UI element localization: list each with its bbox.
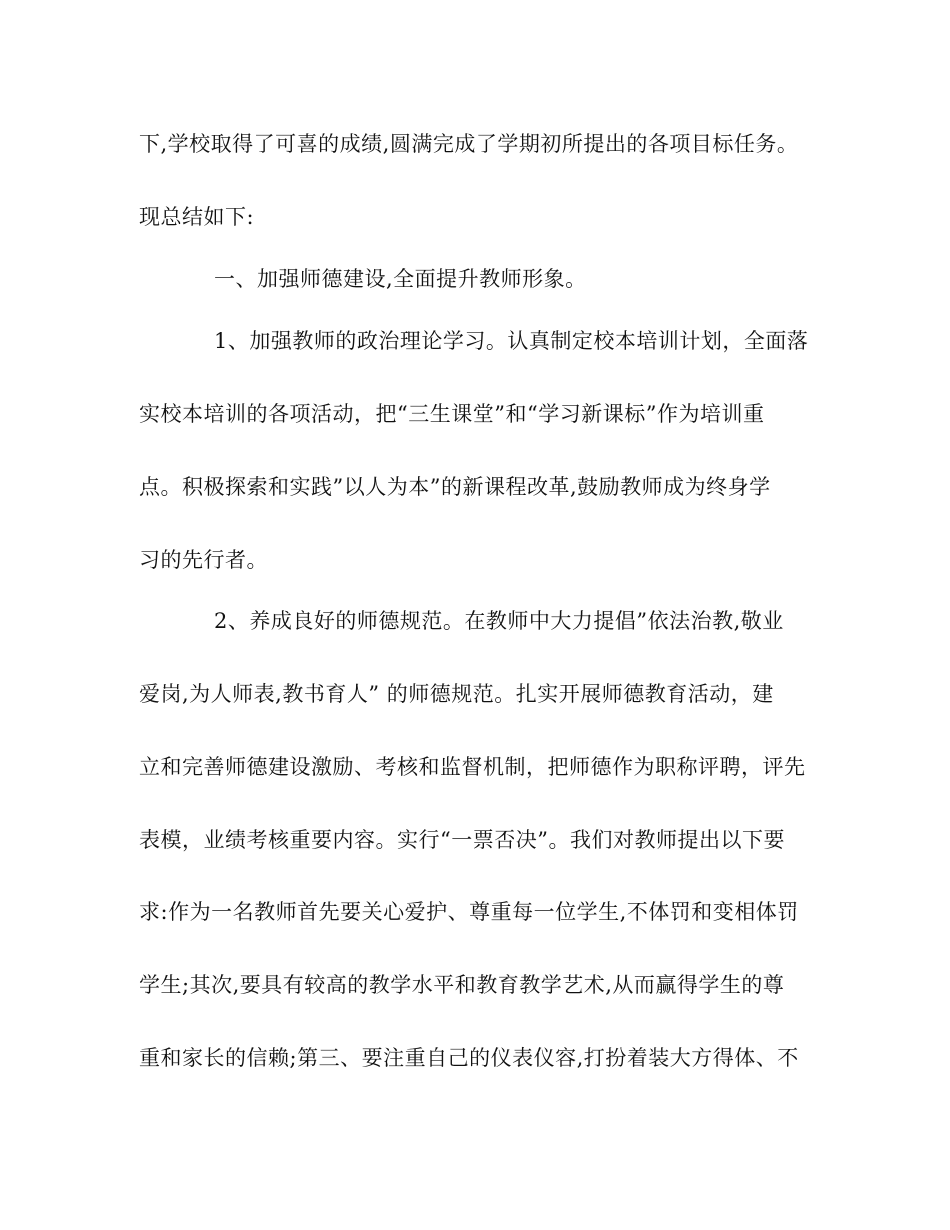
text-line-6: 点。积极探索和实践”以人为本”的新课程改革,鼓励教师成为终身学 — [139, 475, 771, 499]
text-line-2: 现总结如下: — [139, 205, 255, 229]
text-line-10: 立和完善师德建设激励、考核和监督机制，把师德作为职称评聘，评先 — [139, 755, 806, 779]
text-line-4: 1、加强教师的政治理论学习。认真制定校本培训计划，全面落 — [214, 329, 809, 353]
text-line-11: 表模，业绩考核重要内容。实行“一票否决”。我们对教师提出以下要 — [139, 828, 785, 852]
section-heading: 一、加强师德建设,全面提升教师形象。 — [214, 267, 587, 291]
text-line-8: 2、养成良好的师德规范。在教师中大力提倡”依法治教,敬业 — [214, 609, 784, 633]
text-line-9: 爱岗,为人师表,教书育人” 的师德规范。扎实开展师德教育活动，建 — [139, 682, 774, 706]
text-line-7: 习的先行者。 — [139, 548, 268, 572]
text-line-12: 求:作为一名教师首先要关心爱护、尊重每一位学生,不体罚和变相体罚 — [139, 900, 799, 924]
text-line-13: 学生;其次,要具有较高的教学水平和教育教学艺术,从而赢得学生的尊 — [139, 973, 785, 997]
text-line-1: 下,学校取得了可喜的成绩,圆满完成了学期初所提出的各项目标任务。 — [139, 132, 799, 156]
text-line-5: 实校本培训的各项活动，把“三生课堂”和“学习新课标”作为培训重 — [139, 402, 765, 426]
text-line-14: 重和家长的信赖;第三、要注重自己的仪表仪容,打扮着装大方得体、不 — [139, 1046, 799, 1070]
